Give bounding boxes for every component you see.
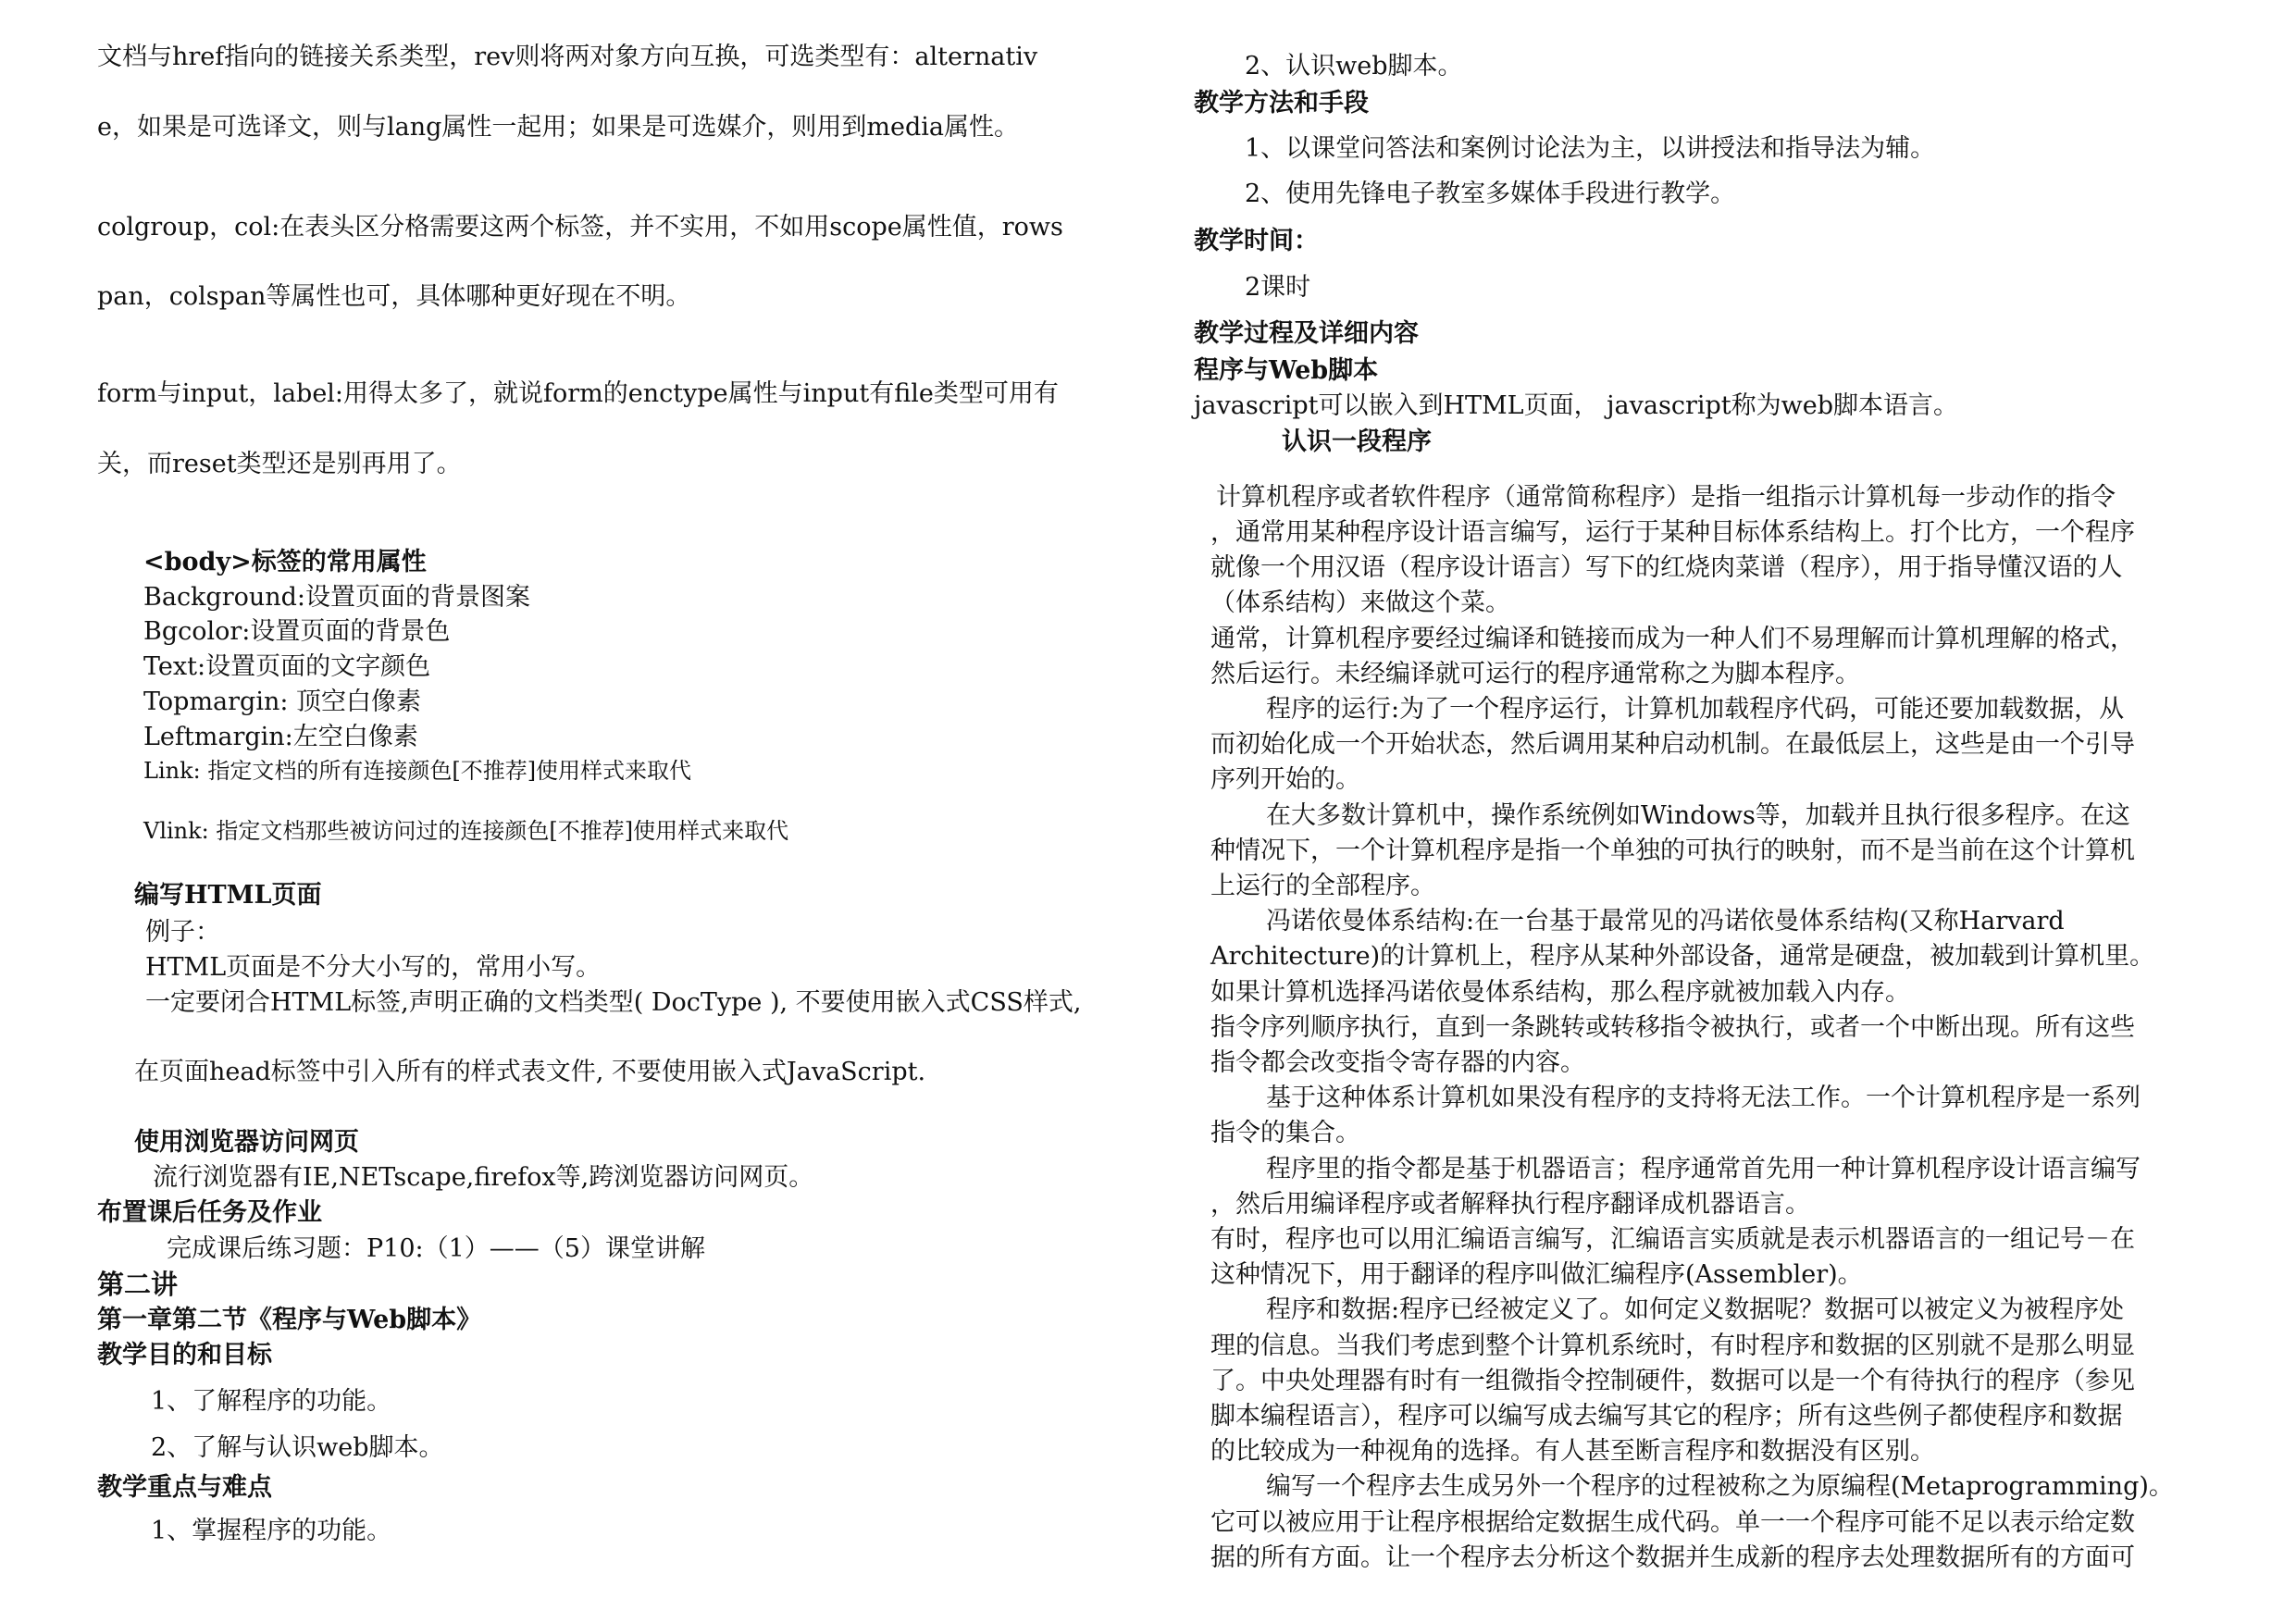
right-text-line: 指令序列顺序执行，直到一条跳转或转移指令被执行，或者一个中断出现。所有这些 [1210, 1013, 2135, 1042]
right-text-line: 理的信息。当我们考虑到整个计算机系统时，有时程序和数据的区别就不是那么明显 [1210, 1332, 2135, 1360]
left-text-line: 关，而reset类型还是别再用了。 [97, 450, 462, 478]
left-text-line: 第一章第二节《程序与Web脚本》 [97, 1306, 482, 1334]
left-text-line: Topmargin: 顶空白像素 [143, 688, 422, 716]
left-text-line: <body>标签的常用属性 [143, 548, 427, 576]
left-text-line: Vlink: 指定文档那些被访问过的连接颜色[不推荐]使用样式来取代 [143, 818, 789, 844]
right-text-line: 2、认识web脚本。 [1245, 52, 1463, 81]
right-text-line: Architecture)的计算机上，程序从某种外部设备，通常是硬盘，被加载到计算机里。 [1210, 942, 2155, 971]
right-text-line: 程序的运行:为了一个程序运行，计算机加载程序代码，可能还要加载数据，从 [1266, 695, 2125, 724]
left-text-line: 一定要闭合HTML标签,声明正确的文档类型( DocType ), 不要使用嵌入式CSS样式, [145, 988, 1082, 1017]
right-text-line: 编写一个程序去生成另外一个程序的过程被称之为原编程(Metaprogramming)。 [1266, 1472, 2174, 1501]
left-text-line: 编写HTML页面 [134, 881, 322, 910]
left-text-line: 布置课后任务及作业 [97, 1198, 322, 1227]
right-text-line: 的比较成为一种视角的选择。有人甚至断言程序和数据没有区别。 [1210, 1437, 1935, 1466]
left-text-line: 流行浏览器有IE,NETscape,firefox等,跨浏览器访问网页。 [153, 1163, 814, 1192]
right-text-line: 指令都会改变指令寄存器的内容。 [1210, 1048, 1585, 1077]
left-text-line: Text:设置页面的文字颜色 [143, 652, 431, 681]
right-text-line: （体系结构）来做这个菜。 [1210, 588, 1510, 617]
right-text-line: 2、使用先锋电子教室多媒体手段进行教学。 [1245, 180, 1736, 208]
left-text-line: 例子： [145, 918, 220, 947]
right-text-line: 程序和数据:程序已经被定义了。如何定义数据呢？数据可以被定义为被程序处 [1266, 1295, 2125, 1324]
left-text-line: colgroup，col:在表头区分格需要这两个标签，并不实用，不如用scope属性值，rows [97, 213, 1063, 242]
right-text-line: 2课时 [1245, 273, 1311, 302]
left-text-line: 在页面head标签中引入所有的样式表文件, 不要使用嵌入式JavaScript. [134, 1058, 926, 1086]
right-text-line: 种情况下，一个计算机程序是指一个单独的可执行的映射，而不是当前在这个计算机 [1210, 836, 2135, 865]
left-text-line: 完成课后练习题：P10:（1）——（5）课堂讲解 [167, 1234, 705, 1263]
right-text-line: ，然后用编译程序或者解释执行程序翻译成机器语言。 [1210, 1190, 1810, 1219]
right-text-line: 1、以课堂问答法和案例讨论法为主，以讲授法和指导法为辅。 [1245, 134, 1936, 163]
right-text-line: 在大多数计算机中，操作系统例如Windows等，加载并且执行很多程序。在这 [1266, 801, 2130, 830]
left-text-line: 第二讲 [97, 1269, 179, 1300]
left-text-line: form与input，label:用得太多了，就说form的enctype属性与input有file类型可用有 [97, 379, 1059, 408]
right-text-line: 计算机程序或者软件程序（通常简称程序）是指一组指示计算机每一步动作的指令 [1216, 483, 2116, 512]
right-text-line: 指令的集合。 [1210, 1119, 1360, 1147]
right-text-line: 教学方法和手段 [1194, 89, 1369, 118]
left-text-line: 2、了解与认识web脚本。 [151, 1433, 444, 1462]
left-text-line: 1、了解程序的功能。 [151, 1387, 392, 1416]
left-text-line: Leftmargin:左空白像素 [143, 723, 418, 751]
right-text-line: 如果计算机选择冯诺依曼体系结构，那么程序就被加载入内存。 [1210, 978, 1910, 1007]
right-text-line: 程序里的指令都是基于机器语言；程序通常首先用一种计算机程序设计语言编写 [1266, 1155, 2141, 1183]
right-text-line: 有时，程序也可以用汇编语言编写，汇编语言实质就是表示机器语言的一组记号－在 [1210, 1225, 2135, 1254]
right-text-line: 上运行的全部程序。 [1210, 872, 1435, 900]
right-text-line: javascript可以嵌入到HTML页面， javascript称为web脚本语言。 [1194, 391, 1959, 420]
right-text-line: 认识一段程序 [1282, 427, 1432, 456]
left-text-line: 1、掌握程序的功能。 [151, 1517, 392, 1545]
left-text-line: e，如果是可选译文，则与lang属性一起用；如果是可选媒介，则用到media属性。 [97, 113, 1019, 142]
left-text-line: 文档与href指向的链接关系类型，rev则将两对象方向互换，可选类型有：alternativ [97, 43, 1038, 71]
right-text-line: 就像一个用汉语（程序设计语言）写下的红烧肉菜谱（程序），用于指导懂汉语的人 [1210, 553, 2123, 582]
right-text-line: 这种情况下，用于翻译的程序叫做汇编程序(Assembler)。 [1210, 1260, 1863, 1289]
right-text-line: 教学时间： [1194, 227, 1319, 255]
left-text-line: Link: 指定文档的所有连接颜色[不推荐]使用样式来取代 [143, 758, 692, 784]
right-text-line: 而初始化成一个开始状态，然后调用某种启动机制。在最低层上，这些是由一个引导 [1210, 730, 2135, 759]
right-text-line: 然后运行。未经编译就可运行的程序通常称之为脚本程序。 [1210, 660, 1860, 688]
right-text-line: ，通常用某种程序设计语言编写，运行于某种目标体系结构上。打个比方，一个程序 [1210, 518, 2135, 547]
left-text-line: pan，colspan等属性也可，具体哪种更好现在不明。 [97, 282, 691, 311]
right-text-line: 它可以被应用于让程序根据给定数据生成代码。单一一个程序可能不足以表示给定数 [1210, 1508, 2135, 1537]
right-text-line: 冯诺依曼体系结构:在一台基于最常见的冯诺依曼体系结构(又称Harvard [1266, 907, 2065, 935]
right-text-line: 序列开始的。 [1210, 765, 1360, 794]
right-text-line: 了。中央处理器有时有一组微指令控制硬件，数据可以是一个有待执行的程序（参见 [1210, 1367, 2135, 1395]
left-text-line: Background:设置页面的背景图案 [143, 583, 531, 612]
left-text-line: HTML页面是不分大小写的，常用小写。 [145, 953, 602, 982]
right-text-line: 据的所有方面。让一个程序去分析这个数据并生成新的程序去处理数据所有的方面可 [1210, 1543, 2135, 1572]
left-text-line: Bgcolor:设置页面的背景色 [143, 617, 451, 646]
right-text-line: 程序与Web脚本 [1194, 356, 1379, 385]
right-text-line: 通常，计算机程序要经过编译和链接而成为一种人们不易理解而计算机理解的格式， [1210, 625, 2135, 653]
left-text-line: 使用浏览器访问网页 [134, 1128, 359, 1157]
right-text-line: 基于这种体系计算机如果没有程序的支持将无法工作。一个计算机程序是一系列 [1266, 1084, 2141, 1112]
left-text-line: 教学目的和目标 [97, 1341, 272, 1369]
left-text-line: 教学重点与难点 [97, 1473, 272, 1502]
right-text-line: 脚本编程语言），程序可以编写成去编写其它的程序；所有这些例子都使程序和数据 [1210, 1402, 2123, 1431]
right-text-line: 教学过程及详细内容 [1194, 319, 1419, 348]
